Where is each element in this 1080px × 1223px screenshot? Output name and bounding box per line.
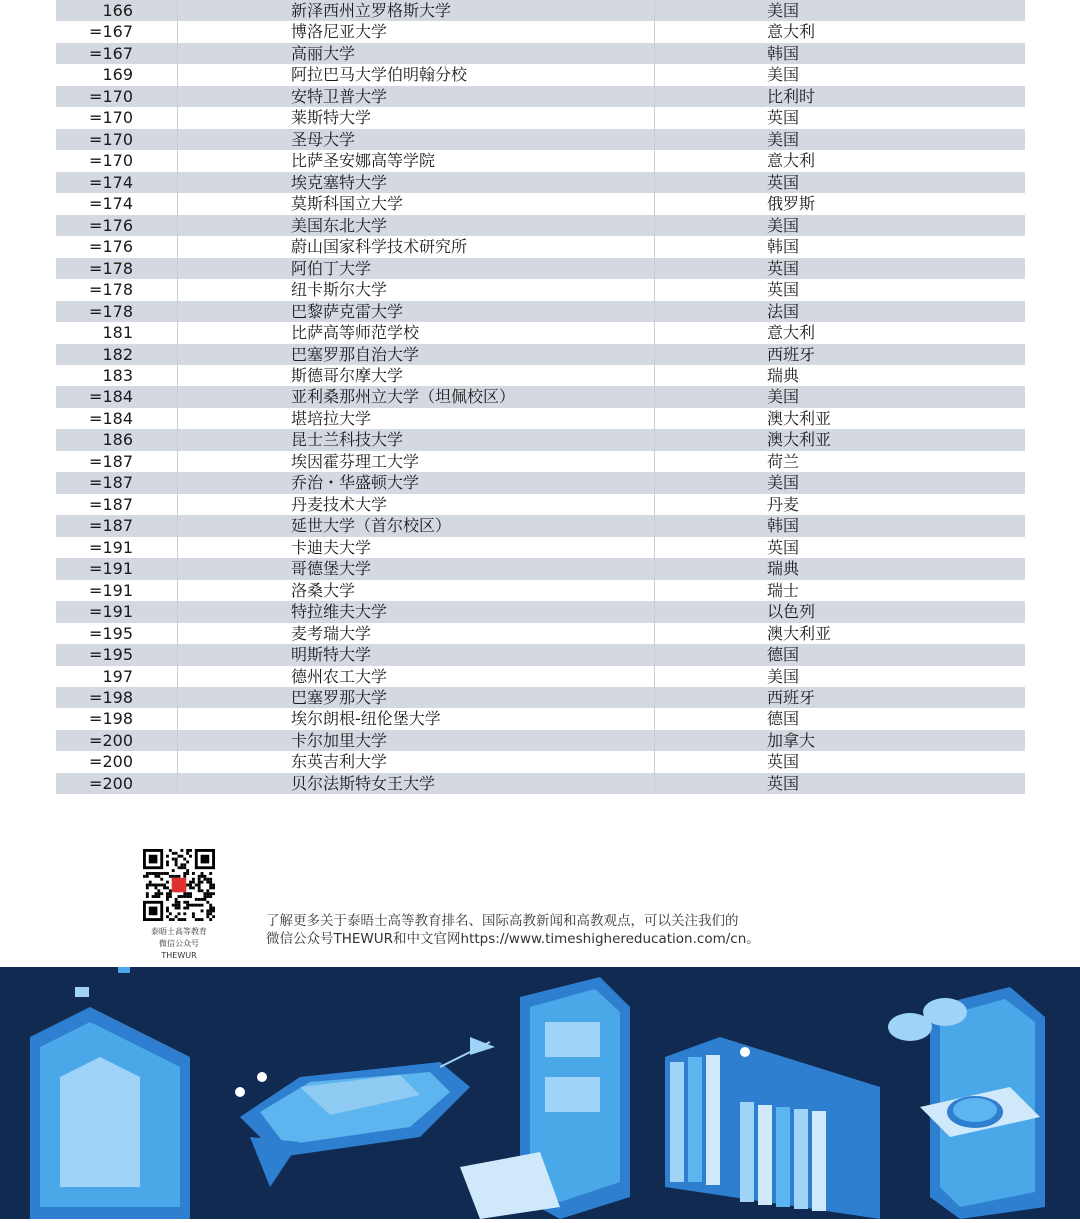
- university-name-cell: 贝尔法斯特女王大学: [178, 773, 655, 794]
- country-cell: 澳大利亚: [767, 430, 832, 450]
- rank-cell: =198: [56, 708, 178, 729]
- country-cell: 加拿大: [767, 730, 816, 750]
- rank-cell: 186: [56, 429, 178, 450]
- rank-cell: =187: [56, 451, 178, 472]
- table-row: [56, 730, 1025, 751]
- university-name-cell: 阿拉巴马大学伯明翰分校: [178, 64, 655, 85]
- rank-cell: =170: [56, 107, 178, 128]
- qr-caption-line2: 微信公众号: [159, 939, 199, 948]
- ranking-table: [56, 0, 1025, 794]
- table-row: [56, 601, 1025, 622]
- books-illustration: [665, 1037, 880, 1219]
- table-row: [56, 365, 1025, 386]
- microscope-illustration: [888, 987, 1045, 1219]
- rank-cell: =178: [56, 301, 178, 322]
- building-illustration: [30, 967, 190, 1219]
- table-row: [56, 21, 1025, 42]
- rank-cell: =167: [56, 43, 178, 64]
- country-cell: 韩国: [767, 43, 800, 63]
- rank-cell: =176: [56, 215, 178, 236]
- country-cell: 英国: [767, 172, 800, 192]
- country-cell: 美国: [767, 1, 800, 20]
- footer-line1: 了解更多关于泰晤士高等教育排名、国际高教新闻和高教观点，可以关注我们的: [266, 913, 739, 929]
- country-cell: 荷兰: [767, 451, 800, 471]
- country-cell: 美国: [767, 473, 800, 493]
- university-name-cell: 卡尔加里大学: [178, 730, 655, 751]
- table-row: [56, 708, 1025, 729]
- country-cell: 英国: [767, 280, 800, 300]
- table-row: [56, 687, 1025, 708]
- country-cell: 以色列: [767, 602, 816, 622]
- rank-cell: =195: [56, 623, 178, 644]
- rank-cell: =187: [56, 515, 178, 536]
- university-name-cell: 博洛尼亚大学: [178, 21, 655, 42]
- country-cell: 西班牙: [767, 688, 816, 707]
- university-name-cell: 埃克塞特大学: [178, 172, 655, 193]
- university-name-cell: 安特卫普大学: [178, 86, 655, 107]
- table-row: [56, 129, 1025, 150]
- table-row: [56, 408, 1025, 429]
- table-row: [56, 666, 1025, 687]
- university-name-cell: 明斯特大学: [178, 644, 655, 665]
- country-cell: 意大利: [767, 22, 816, 42]
- country-cell: 美国: [767, 666, 800, 686]
- table-row: [56, 322, 1025, 343]
- country-cell: 瑞典: [767, 365, 800, 385]
- rank-cell: =174: [56, 172, 178, 193]
- rank-cell: =178: [56, 258, 178, 279]
- country-cell: 美国: [767, 215, 800, 235]
- university-name-cell: 埃尔朗根-纽伦堡大学: [178, 708, 655, 729]
- rank-cell: 197: [56, 666, 178, 687]
- rank-cell: 166: [56, 0, 178, 21]
- country-cell: 英国: [767, 773, 800, 793]
- university-name-cell: 特拉维夫大学: [178, 601, 655, 622]
- university-name-cell: 莱斯特大学: [178, 107, 655, 128]
- rank-cell: =170: [56, 150, 178, 171]
- rank-cell: =191: [56, 537, 178, 558]
- table-row: [56, 429, 1025, 450]
- country-cell: 德国: [767, 709, 800, 729]
- table-row: [56, 193, 1025, 214]
- ribbon-illustration: [235, 1037, 495, 1187]
- university-name-cell: 乔治・华盛顿大学: [178, 472, 655, 493]
- table-row: [56, 64, 1025, 85]
- country-cell: 比利时: [767, 86, 816, 106]
- university-name-cell: 蔚山国家科学技术研究所: [178, 236, 655, 257]
- rank-cell: =167: [56, 21, 178, 42]
- country-cell: 美国: [767, 387, 800, 407]
- table-row: [56, 86, 1025, 107]
- qr-caption: [128, 926, 230, 962]
- university-name-cell: 埃因霍芬理工大学: [178, 451, 655, 472]
- table-row: [56, 386, 1025, 407]
- country-cell: 瑞士: [767, 580, 800, 600]
- university-name-cell: 比萨高等师范学校: [178, 322, 655, 343]
- rank-cell: =187: [56, 494, 178, 515]
- rank-cell: =174: [56, 193, 178, 214]
- table-body: [56, 0, 1025, 794]
- rank-cell: =187: [56, 472, 178, 493]
- footer-text: [266, 912, 866, 948]
- qr-code-image: [143, 849, 215, 921]
- country-cell: 美国: [767, 129, 800, 149]
- table-row: [56, 236, 1025, 257]
- university-name-cell: 比萨圣安娜高等学院: [178, 150, 655, 171]
- university-name-cell: 巴塞罗那大学: [178, 687, 655, 708]
- rank-cell: =191: [56, 558, 178, 579]
- university-name-cell: 斯德哥尔摩大学: [178, 365, 655, 386]
- country-cell: 韩国: [767, 516, 800, 536]
- rank-cell: =170: [56, 129, 178, 150]
- university-name-cell: 美国东北大学: [178, 215, 655, 236]
- table-row: [56, 301, 1025, 322]
- university-name-cell: 昆士兰科技大学: [178, 429, 655, 450]
- rank-cell: =176: [56, 236, 178, 257]
- university-name-cell: 巴塞罗那自治大学: [178, 344, 655, 365]
- university-name-cell: 亚利桑那州立大学（坦佩校区）: [178, 386, 655, 407]
- university-name-cell: 阿伯丁大学: [178, 258, 655, 279]
- qr-code: [143, 849, 215, 921]
- illustration-banner: [0, 967, 1080, 1219]
- data-tower-illustration: [460, 977, 630, 1219]
- rank-cell: =184: [56, 408, 178, 429]
- table-row: [56, 515, 1025, 536]
- rank-cell: =198: [56, 687, 178, 708]
- university-name-cell: 堪培拉大学: [178, 408, 655, 429]
- country-cell: 英国: [767, 108, 800, 128]
- qr-caption-line3: THEWUR: [161, 951, 197, 960]
- university-name-cell: 新泽西州立罗格斯大学: [178, 0, 655, 21]
- rank-cell: 182: [56, 344, 178, 365]
- country-cell: 英国: [767, 752, 800, 772]
- university-name-cell: 巴黎萨克雷大学: [178, 301, 655, 322]
- country-cell: 澳大利亚: [767, 623, 832, 643]
- university-name-cell: 丹麦技术大学: [178, 494, 655, 515]
- rank-cell: =191: [56, 601, 178, 622]
- university-name-cell: 洛桑大学: [178, 580, 655, 601]
- country-cell: 英国: [767, 537, 800, 557]
- rank-cell: =200: [56, 751, 178, 772]
- university-name-cell: 延世大学（首尔校区）: [178, 515, 655, 536]
- table-row: [56, 537, 1025, 558]
- country-cell: 美国: [767, 65, 800, 85]
- university-name-cell: 德州农工大学: [178, 666, 655, 687]
- rank-cell: =200: [56, 773, 178, 794]
- university-name-cell: 莫斯科国立大学: [178, 193, 655, 214]
- table-row: [56, 344, 1025, 365]
- rank-cell: =195: [56, 644, 178, 665]
- rank-cell: 181: [56, 322, 178, 343]
- country-cell: 意大利: [767, 151, 816, 171]
- table-row: [56, 494, 1025, 515]
- rank-cell: =200: [56, 730, 178, 751]
- country-cell: 韩国: [767, 237, 800, 257]
- university-name-cell: 圣母大学: [178, 129, 655, 150]
- university-name-cell: 东英吉利大学: [178, 751, 655, 772]
- table-row: [56, 215, 1025, 236]
- rank-cell: =191: [56, 580, 178, 601]
- rank-cell: =170: [56, 86, 178, 107]
- rank-cell: 169: [56, 64, 178, 85]
- rank-cell: =184: [56, 386, 178, 407]
- qr-caption-line1: 泰晤士高等教育: [151, 927, 207, 936]
- country-cell: 俄罗斯: [767, 194, 816, 214]
- footer-line2: 微信公众号THEWUR和中文官网https://www.timeshighereducation.com/cn。: [266, 931, 760, 947]
- rank-cell: 183: [56, 365, 178, 386]
- university-name-cell: 纽卡斯尔大学: [178, 279, 655, 300]
- country-cell: 瑞典: [767, 559, 800, 579]
- table-row: [56, 0, 1025, 21]
- country-cell: 意大利: [767, 323, 816, 343]
- country-cell: 英国: [767, 258, 800, 278]
- country-cell: 法国: [767, 301, 800, 321]
- isometric-illustration: [0, 967, 1080, 1219]
- university-name-cell: 哥德堡大学: [178, 558, 655, 579]
- table-row: [56, 43, 1025, 64]
- table-row: [56, 623, 1025, 644]
- university-name-cell: 麦考瑞大学: [178, 623, 655, 644]
- table-row: [56, 644, 1025, 665]
- table-row: [56, 279, 1025, 300]
- table-row: [56, 258, 1025, 279]
- table-row: [56, 472, 1025, 493]
- university-name-cell: 卡迪夫大学: [178, 537, 655, 558]
- table-row: [56, 150, 1025, 171]
- rank-cell: =178: [56, 279, 178, 300]
- table-row: [56, 773, 1025, 794]
- table-row: [56, 172, 1025, 193]
- university-name-cell: 高丽大学: [178, 43, 655, 64]
- country-cell: 德国: [767, 645, 800, 665]
- table-row: [56, 751, 1025, 772]
- table-row: [56, 558, 1025, 579]
- table-row: [56, 580, 1025, 601]
- country-cell: 西班牙: [767, 344, 816, 364]
- country-cell: 澳大利亚: [767, 408, 832, 428]
- table-row: [56, 107, 1025, 128]
- table-row: [56, 451, 1025, 472]
- country-cell: 丹麦: [767, 494, 800, 514]
